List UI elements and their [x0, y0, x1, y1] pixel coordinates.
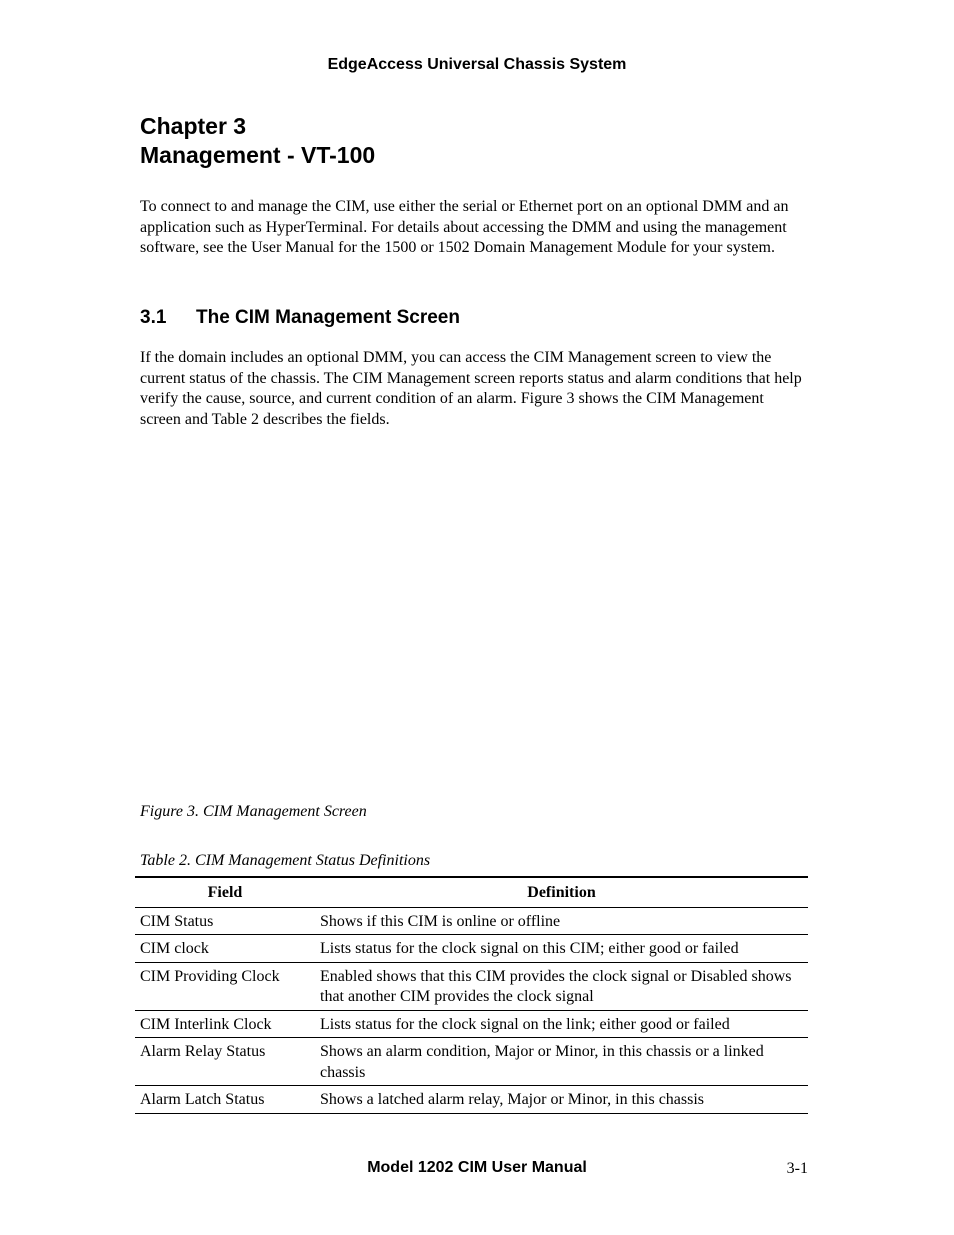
field-cell: Alarm Latch Status — [135, 1086, 315, 1114]
running-header: EdgeAccess Universal Chassis System — [327, 56, 627, 73]
table-row — [135, 935, 808, 963]
definition-cell: Lists status for the clock signal on the link; either good or failed — [315, 1010, 808, 1038]
field-cell: CIM Interlink Clock — [135, 1010, 315, 1038]
section-title: The CIM Management Screen — [196, 307, 460, 328]
column-header-definition: Definition — [315, 877, 808, 907]
table-row — [135, 1038, 808, 1086]
table-row — [135, 907, 808, 935]
section-heading — [140, 306, 460, 330]
definition-cell: Shows a latched alarm relay, Major or Minor, in this chassis — [315, 1086, 808, 1114]
figure-caption: Figure 3. CIM Management Screen — [140, 803, 367, 820]
section-paragraph: If the domain includes an optional DMM, you can access the CIM Management screen to view the current status of the chassis. The CIM Management screen reports status and alarm conditions that help verify the cause, source, and current condition of an alarm. Figure 3 shows the CIM Management screen and Table 2 describes the fields. — [140, 349, 802, 428]
definition-cell: Lists status for the clock signal on this CIM; either good or failed — [315, 935, 808, 963]
column-header-field: Field — [135, 877, 315, 907]
section-number: 3.1 — [140, 307, 167, 328]
chapter-number: Chapter 3 — [140, 113, 247, 139]
definition-cell: Shows an alarm condition, Major or Minor, in this chassis or a linked chassis — [315, 1038, 808, 1086]
field-cell: CIM Providing Clock — [135, 962, 315, 1010]
definition-cell: Enabled shows that this CIM provides the clock signal or Disabled shows that another CIM provides the clock signal — [315, 962, 808, 1010]
definition-cell: Shows if this CIM is online or offline — [315, 907, 808, 935]
field-cell: CIM Status — [135, 907, 315, 935]
table-caption: Table 2. CIM Management Status Definitions — [140, 852, 431, 869]
table-row — [135, 1010, 808, 1038]
page-number: 3-1 — [786, 1160, 808, 1177]
intro-paragraph: To connect to and manage the CIM, use either the serial or Ethernet port on an optional DMM and an application such as HyperTerminal. For details about accessing the DMM and using the management software, see the User Manual for the 1500 or 1502 Domain Management Module for your system. — [140, 198, 789, 256]
table-header-row — [135, 877, 808, 907]
field-cell: CIM clock — [135, 935, 315, 963]
definitions-table — [135, 876, 808, 1114]
figure-placeholder — [140, 440, 805, 790]
chapter-name: Management - VT-100 — [140, 142, 376, 168]
chapter-title — [140, 112, 375, 170]
field-cell: Alarm Relay Status — [135, 1038, 315, 1086]
footer-manual-title: Model 1202 CIM User Manual — [367, 1159, 587, 1176]
table-row — [135, 962, 808, 1010]
table-row — [135, 1086, 808, 1114]
